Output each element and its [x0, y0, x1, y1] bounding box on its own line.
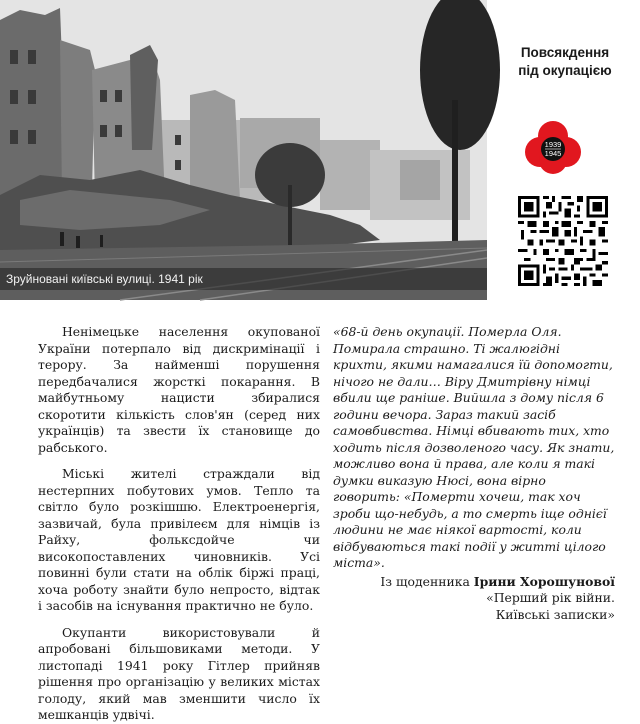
poppy-year-top: 1939	[544, 140, 562, 149]
qr-code[interactable]	[518, 196, 608, 286]
quote-source	[333, 574, 615, 624]
diary-quote-column	[333, 324, 615, 623]
diary-quote: «68-й день окупації. Померла Оля. Помирала страшно. Ті жалюгідні крихти, якими намагалися їй допомогти, нічого не дали… Віру Дмитрівну німці вбили ще раніше. Вийшла з дому після 6 години вечора. Зараз такий засіб самовбивства. Німці вбивають тих, хто ходить після дозволеного часу. Як знати, можливо вона й права, але коли я такі думки виказую Нюсі, вона вірно говорить: «Померти хочеш, так хоч зроби що-небудь, а то смерть іще однієї людини не має ніякої вартості, коли відбуваються такі події у житті цілого міста».	[333, 324, 615, 570]
section-title	[500, 44, 630, 80]
photo-caption: Зруйновані київські вулиці. 1941 рік	[0, 268, 487, 290]
poppy-emblem	[523, 118, 583, 178]
section-title-line1: Повсякдення	[520, 45, 610, 60]
ruins-illustration	[0, 0, 487, 300]
main-text-column	[38, 324, 320, 724]
ruined-street-photo	[0, 0, 487, 300]
paragraph-living-conditions: Міські жителі страждали від нестерпних побутових умов. Тепло та світло було розкішшю. Електроенергія, зазвичай, була привілеєм для німців із Райху, фольксдойче чи високопоставлених чиновників. Усі повинні були стати на облік біржі праці, хоча роботу знайти було непросто, відтак і засобів на існування практично не було.	[38, 466, 320, 613]
paragraph-famine: Окупанти використовували й апробовані більшовиками методи. У листопаді 1941 року Гітлер прийняв рішення про організацію у великих містах голоду, який мав зменшити число їх мешканців удвічі.	[38, 624, 320, 722]
section-title-line2: під окупацією	[518, 63, 612, 78]
source-author-line	[333, 574, 615, 591]
source-prefix: Із щоденника	[380, 573, 474, 589]
poppy-year-bottom: 1945	[544, 149, 562, 158]
source-book-line2: Київські записки»	[495, 606, 615, 622]
paragraph-discrimination: Ненімецьке населення окупованої України потерпало від дискримінації і терору. За найменші порушення передбачалися жорсткі покарання. В майбутньому нацисти збиралися скоротити кількість слов'ян (серед них українців) та звести їх становище до рабського.	[38, 324, 320, 455]
source-author: Ірини Хорошунової	[473, 573, 615, 589]
source-book-line1: «Перший рік війни.	[486, 590, 615, 605]
